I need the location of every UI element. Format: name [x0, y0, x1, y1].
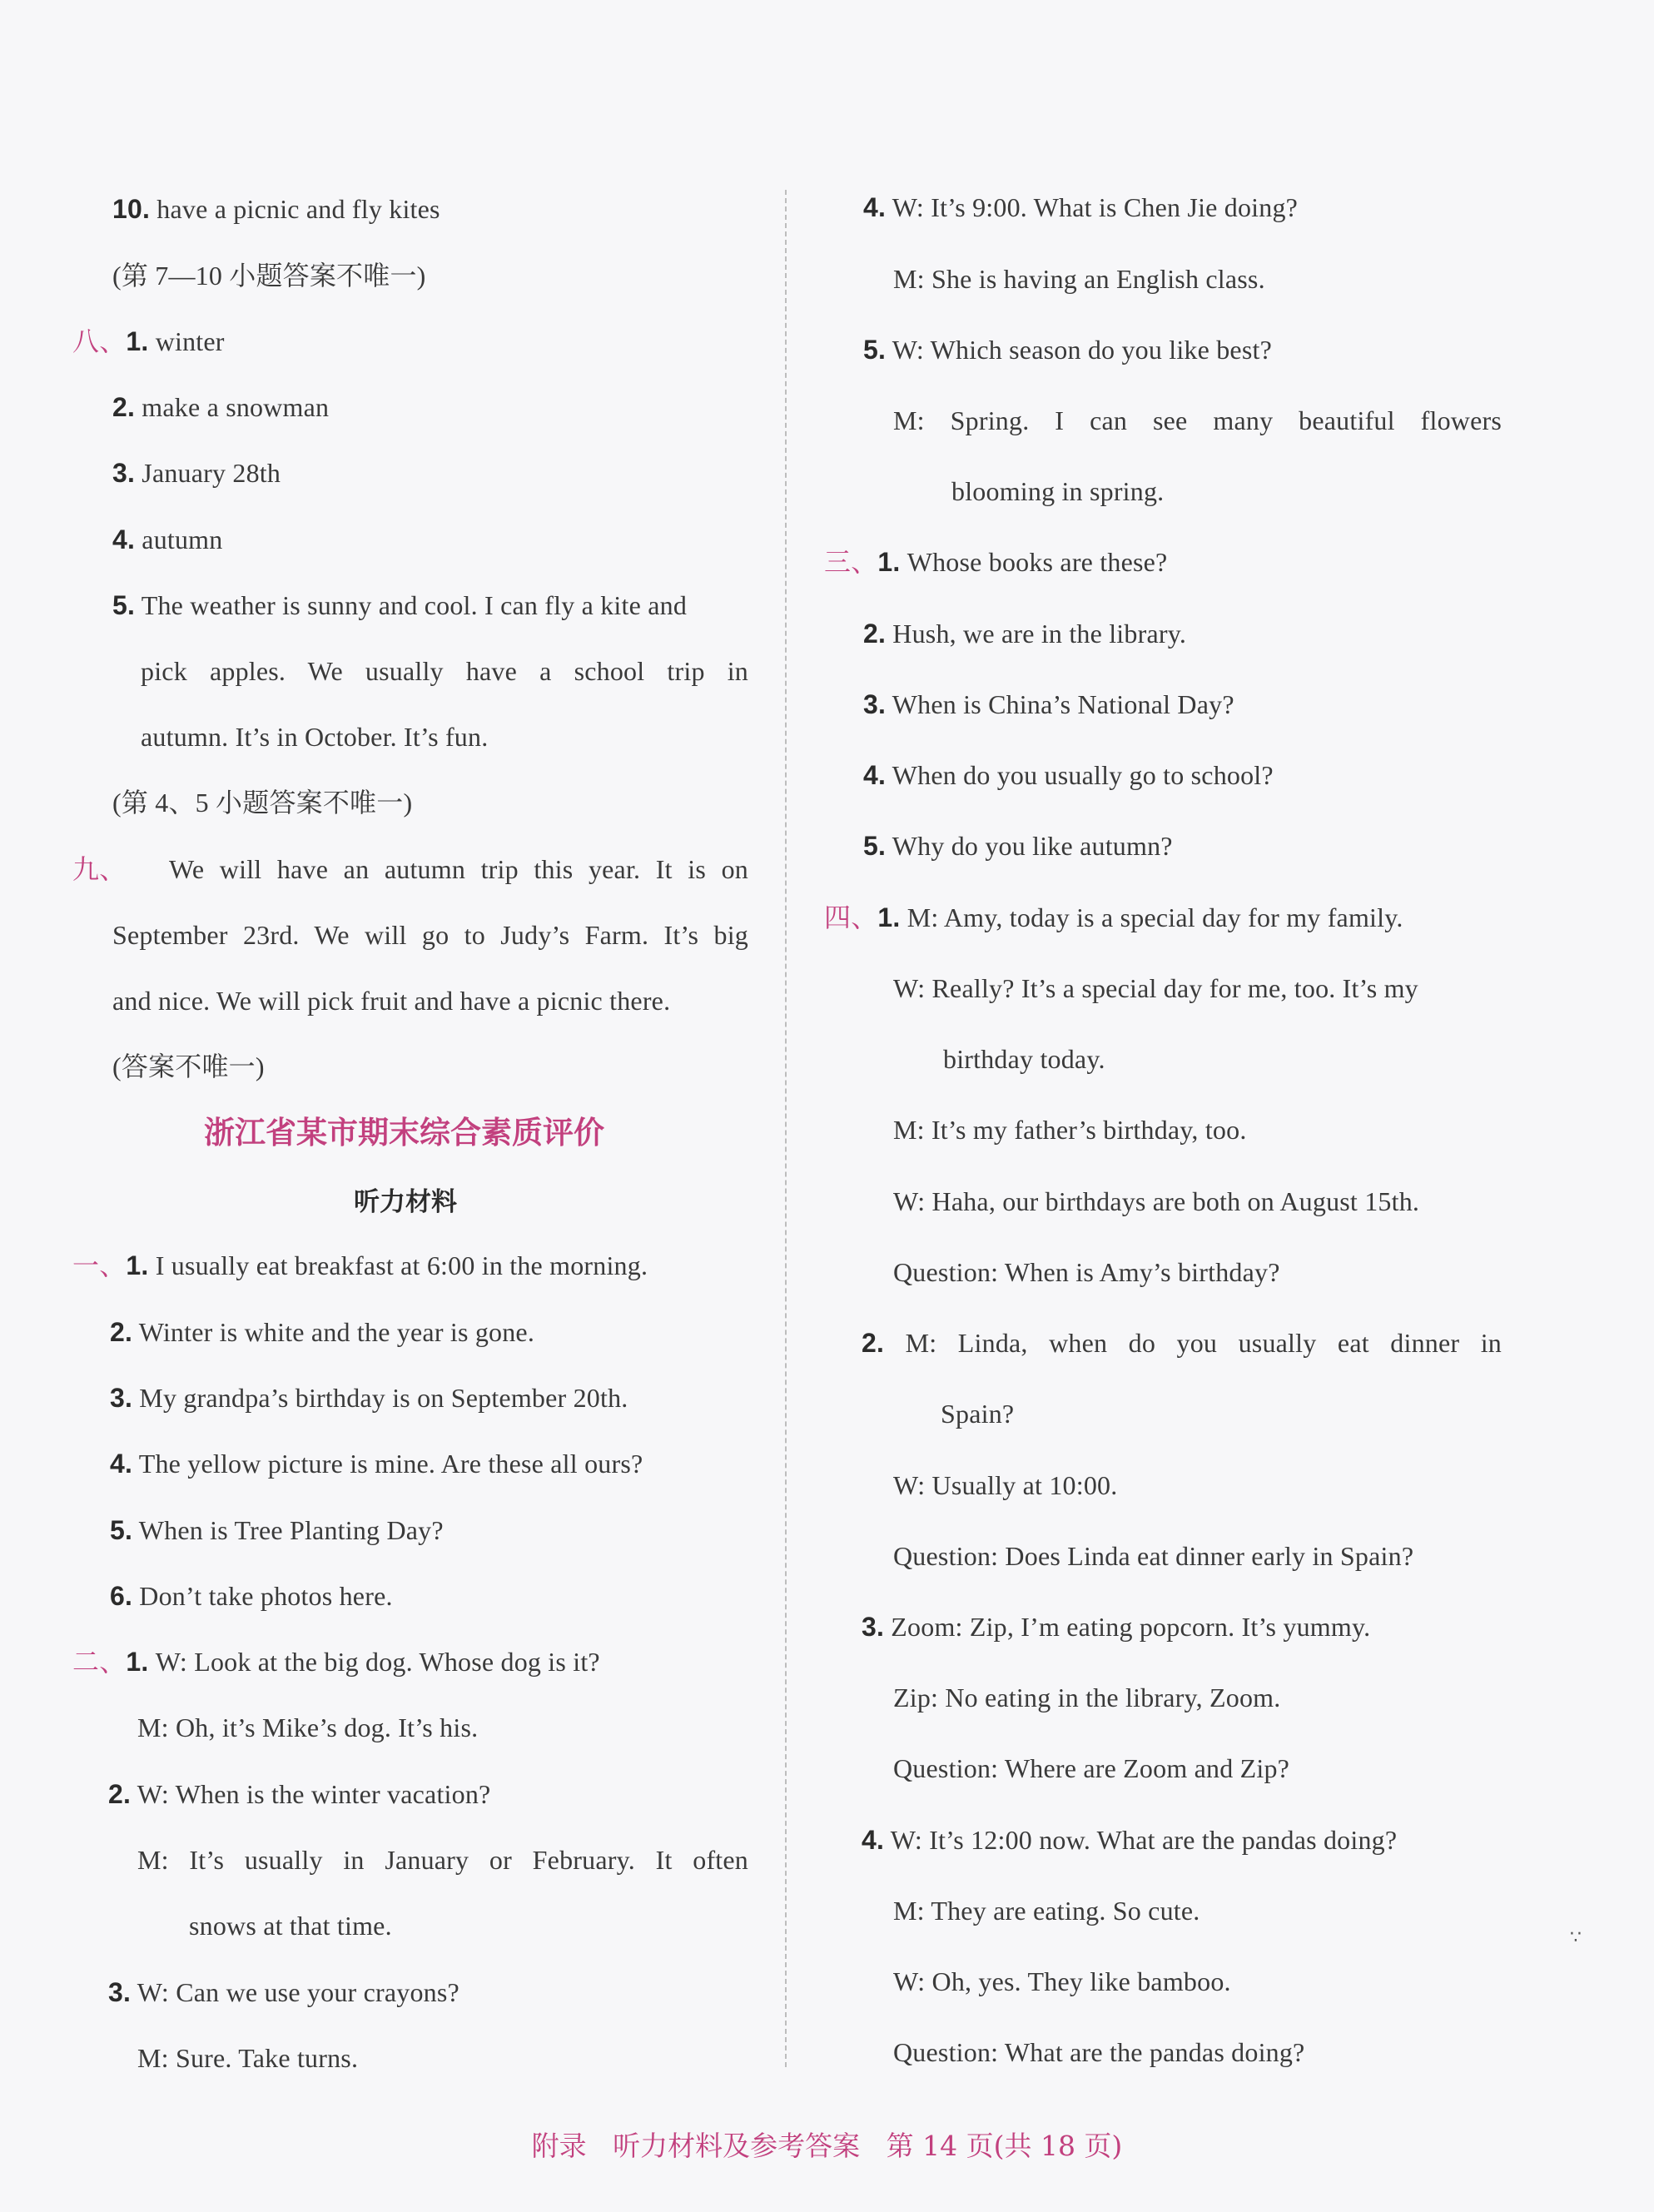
dialogue-line: M: She is having an English class. — [893, 264, 1265, 294]
listening-line: 5. When is Tree Planting Day? — [110, 1515, 444, 1545]
answer-line: 4. autumn — [112, 524, 223, 554]
listening-line: 4. W: It’s 12:00 now. What are the pandas doing? — [862, 1825, 1398, 1855]
page-footer: 附录 听力材料及参考答案 第 14 页(共 18 页) — [531, 2130, 1123, 2162]
dialogue-line-cont: snows at that time. — [189, 1911, 392, 1941]
listening-line: 6. Don’t take photos here. — [110, 1581, 393, 1611]
section-3-item-1: 三、1. Whose books are these? — [824, 547, 1168, 577]
question-line: Question: When is Amy’s birthday? — [893, 1257, 1280, 1287]
paragraph-line: We will have an autumn trip this year. It is on — [169, 854, 748, 884]
dialogue-line: W: Haha, our birthdays are both on August 15th. — [893, 1186, 1420, 1216]
paragraph-line: and nice. We will pick fruit and have a picnic there. — [112, 986, 671, 1016]
section-8-item-1: 八、1. winter — [72, 326, 225, 356]
section-subheading: 听力材料 — [354, 1187, 457, 1217]
section-4-item-1: 四、1. M: Amy, today is a special day for my family. — [824, 902, 1403, 932]
listening-line: 2. Winter is white and the year is gone. — [110, 1317, 535, 1347]
section-2-item-1: 二、1. W: Look at the big dog. Whose dog is it? — [72, 1647, 600, 1677]
listening-line: 5. W: Which season do you like best? — [863, 335, 1272, 365]
dialogue-line: M: They are eating. So cute. — [893, 1896, 1200, 1926]
listening-line: 4. When do you usually go to school? — [863, 760, 1274, 790]
listening-line: 4. The yellow picture is mine. Are these all ours? — [110, 1449, 643, 1479]
dialogue-line-cont: Spain? — [941, 1399, 1015, 1429]
listening-line: 3. Zoom: Zip, I’m eating popcorn. It’s yummy. — [862, 1612, 1371, 1642]
dialogue-line: W: Oh, yes. They like bamboo. — [893, 1966, 1231, 1996]
listening-line: 3. W: Can we use your crayons? — [108, 1977, 459, 2007]
column-divider — [785, 190, 787, 2067]
listening-line: 2. M: Linda, when do you usually eat dinner in — [862, 1328, 1502, 1358]
answer-note: (第 4、5 小题答案不唯一) — [112, 788, 413, 818]
paragraph-line: September 23rd. We will go to Judy’s Farm. It’s big — [112, 920, 748, 950]
question-line: Question: What are the pandas doing? — [893, 2037, 1305, 2067]
dialogue-line: M: Spring. I can see many beautiful flowers — [893, 405, 1502, 435]
answer-line-cont: pick apples. We usually have a school trip in — [141, 656, 748, 686]
answer-line: 3. January 28th — [112, 458, 281, 488]
dialogue-line-cont: blooming in spring. — [951, 476, 1165, 506]
listening-line: 2. W: When is the winter vacation? — [108, 1779, 491, 1809]
answer-line: 2. make a snowman — [112, 392, 330, 422]
section-1-item-1: 一、1. I usually eat breakfast at 6:00 in the morning. — [72, 1250, 648, 1280]
listening-line: 2. Hush, we are in the library. — [863, 619, 1187, 649]
listening-line: 3. My grandpa’s birthday is on September 20th. — [110, 1383, 628, 1413]
dialogue-line: M: Sure. Take turns. — [137, 2043, 359, 2073]
dialogue-line: M: It’s usually in January or February. It often — [137, 1845, 748, 1875]
answer-note: (第 7—10 小题答案不唯一) — [112, 261, 426, 291]
answer-line: 5. The weather is sunny and cool. I can fly a kite and — [112, 590, 688, 620]
dialogue-line: M: Oh, it’s Mike’s dog. It’s his. — [137, 1712, 479, 1742]
question-line: Question: Does Linda eat dinner early in Spain? — [893, 1541, 1414, 1571]
dialogue-line: M: It’s my father’s birthday, too. — [893, 1115, 1247, 1145]
listening-line: 3. When is China’s National Day? — [863, 689, 1234, 719]
dialogue-line-cont: birthday today. — [943, 1044, 1105, 1074]
answer-line: 10. have a picnic and fly kites — [112, 194, 440, 224]
listening-line: 4. W: It’s 9:00. What is Chen Jie doing? — [863, 192, 1299, 222]
dialogue-line: W: Really? It’s a special day for me, too. It’s my — [893, 973, 1418, 1003]
answer-note: (答案不唯一) — [112, 1051, 265, 1081]
answer-line-cont: autumn. It’s in October. It’s fun. — [141, 722, 489, 752]
question-line: Question: Where are Zoom and Zip? — [893, 1753, 1290, 1783]
listening-line: 5. Why do you like autumn? — [863, 831, 1173, 861]
page-mark: ∵ — [1570, 1927, 1582, 1948]
dialogue-line: Zip: No eating in the library, Zoom. — [893, 1683, 1281, 1712]
dialogue-line: W: Usually at 10:00. — [893, 1470, 1118, 1500]
section-heading: 浙江省某市期末综合素质评价 — [204, 1115, 604, 1151]
section-9-label: 九、 — [72, 854, 127, 884]
